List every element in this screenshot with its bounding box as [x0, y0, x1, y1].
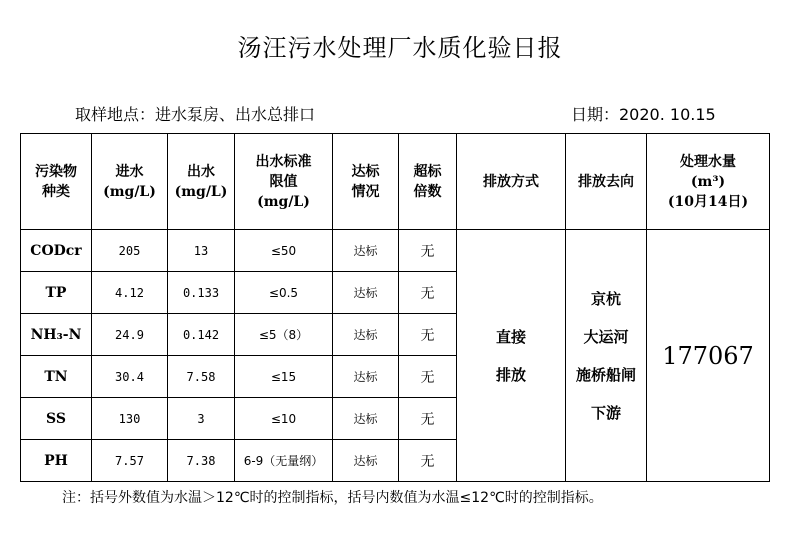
inflow-value: 30.4	[92, 356, 168, 398]
exceed-value: 无	[399, 314, 457, 356]
limit-value: 6-9（无量纲）	[235, 440, 333, 482]
discharge-method: 直接 排放	[457, 230, 566, 482]
inflow-value: 7.57	[92, 440, 168, 482]
header-limit: 出水标准 限值 (mg/L)	[235, 134, 333, 230]
compliance-value: 达标	[333, 440, 399, 482]
treated-volume: 177067	[647, 230, 770, 482]
pollutant-name: CODcr	[21, 230, 92, 272]
header-exceed: 超标 倍数	[399, 134, 457, 230]
inflow-value: 4.12	[92, 272, 168, 314]
limit-value: ≤10	[235, 398, 333, 440]
compliance-value: 达标	[333, 314, 399, 356]
outflow-value: 7.58	[168, 356, 235, 398]
limit-value: ≤5（8）	[235, 314, 333, 356]
inflow-value: 205	[92, 230, 168, 272]
outflow-value: 0.133	[168, 272, 235, 314]
exceed-value: 无	[399, 440, 457, 482]
report-title: 汤汪污水处理厂水质化验日报	[237, 34, 563, 62]
water-quality-table	[20, 133, 770, 482]
header-row	[21, 134, 770, 230]
report-date: 日期：2020. 10.15	[571, 105, 716, 124]
pollutant-name: NH₃-N	[21, 314, 92, 356]
compliance-value: 达标	[333, 272, 399, 314]
outflow-value: 7.38	[168, 440, 235, 482]
compliance-value: 达标	[333, 356, 399, 398]
pollutant-name: TN	[21, 356, 92, 398]
limit-value: ≤50	[235, 230, 333, 272]
limit-value: ≤0.5	[235, 272, 333, 314]
footnote: 注：括号外数值为水温＞12℃时的控制指标，括号内数值为水温≤12℃时的控制指标。	[62, 490, 603, 506]
header-pollutant: 污染物 种类	[21, 134, 92, 230]
pollutant-name: PH	[21, 440, 92, 482]
header-volume: 处理水量 (m³) (10月14日)	[647, 134, 770, 230]
sampling-location: 取样地点：进水泵房、出水总排口	[75, 105, 316, 124]
pollutant-name: TP	[21, 272, 92, 314]
inflow-value: 24.9	[92, 314, 168, 356]
pollutant-name: SS	[21, 398, 92, 440]
inflow-value: 130	[92, 398, 168, 440]
outflow-value: 0.142	[168, 314, 235, 356]
header-outflow: 出水 (mg/L)	[168, 134, 235, 230]
compliance-value: 达标	[333, 230, 399, 272]
header-compliance: 达标 情况	[333, 134, 399, 230]
exceed-value: 无	[399, 398, 457, 440]
header-inflow: 进水 (mg/L)	[92, 134, 168, 230]
exceed-value: 无	[399, 230, 457, 272]
header-method: 排放方式	[457, 134, 566, 230]
table-row-codcr	[21, 230, 770, 272]
exceed-value: 无	[399, 272, 457, 314]
compliance-value: 达标	[333, 398, 399, 440]
outflow-value: 3	[168, 398, 235, 440]
limit-value: ≤15	[235, 356, 333, 398]
discharge-destination: 京杭 大运河 施桥船闸 下游	[566, 230, 647, 482]
exceed-value: 无	[399, 356, 457, 398]
header-destination: 排放去向	[566, 134, 647, 230]
outflow-value: 13	[168, 230, 235, 272]
